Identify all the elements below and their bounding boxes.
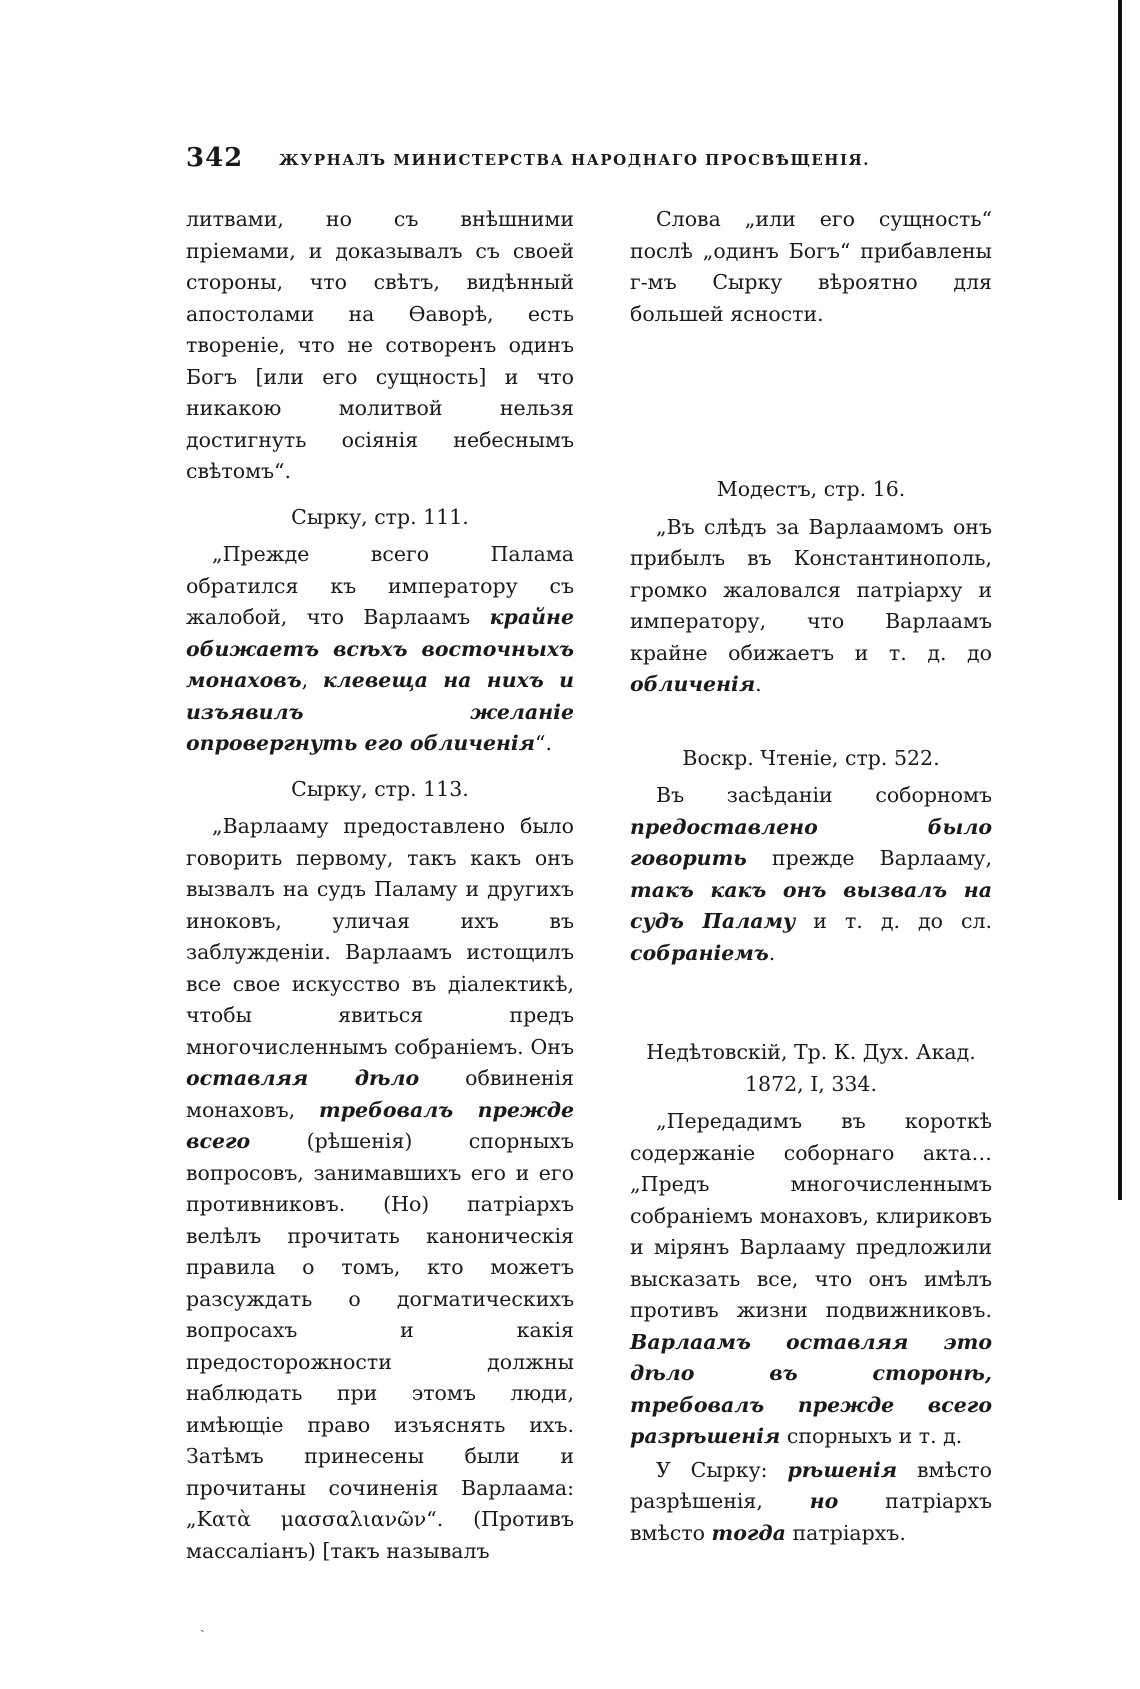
right-paragraph-4: „Передадимъ въ короткѣ содержаніе соборнаго акта… „Предъ многочисленнымъ собраніемъ монаховъ, клириковъ и мірянъ Варлааму предложили высказать все, что онъ имѣлъ противъ жизни подвижниковъ. Варлаамъ оставляя это дѣло въ сторонѣ, требовалъ прежде всего разрѣшенія спорныхъ и т. д. xyxy=(630,1109,992,1448)
left-citation-2: Сырку, стр. 113. xyxy=(291,776,469,801)
right-paragraph-1: Слова „или его сущность“ послѣ „одинъ Богъ“ прибавлены г-мъ Сырку вѣроятно для большей ясности. xyxy=(630,207,992,326)
right-citation-2: Воскр. Чтеніе, стр. 522. xyxy=(682,745,940,770)
left-paragraph-1: литвами, но съ внѣшними пріемами, и доказывалъ съ своей стороны, что свѣтъ, видѣнный апостолами на Ѳаворѣ, есть твореніе, что не сотворенъ одинъ Богъ [или его сущность] и что никакою молитвой нельзя достигнуть осіянія небеснымъ свѣтомъ“. xyxy=(186,207,574,483)
stray-mark: ˏ xyxy=(200,1617,205,1633)
page-number: 342 xyxy=(186,143,244,173)
page-edge-line xyxy=(1118,0,1122,1200)
left-citation-1: Сырку, стр. 111. xyxy=(291,504,469,529)
right-column xyxy=(630,204,992,1549)
running-title: ЖУРНАЛЪ МИНИСТЕРСТВА НАРОДНАГО ПРОСВѢЩЕНІЯ. xyxy=(279,151,870,169)
right-citation-3: Недѣтовскій, Тр. К. Дух. Акад. 1872, I, 334. xyxy=(646,1040,976,1096)
right-paragraph-2: „Въ слѣдъ за Варлаамомъ онъ прибылъ въ Константинополь, громко жаловался патріарху и императору, что Варлаамъ крайне обижаетъ и т. д. до обличенія. xyxy=(630,514,992,696)
right-paragraph-3: Въ засѣданіи соборномъ предоставлено было говорить прежде Варлааму, такъ какъ онъ вызвалъ на судъ Паламу и т. д. до сл. собраніемъ. xyxy=(630,783,993,965)
left-column xyxy=(186,204,574,1567)
left-paragraph-2: „Прежде всего Палама обратился къ императору съ жалобой, что Варлаамъ крайне обижаетъ всѣхъ восточныхъ монаховъ, клевеща на нихъ и изъявилъ желаніе опровергнуть его обличенія“. xyxy=(186,542,574,755)
right-citation-1: Модестъ, стр. 16. xyxy=(716,477,906,501)
right-paragraph-5: У Сырку: рѣшенія вмѣсто разрѣшенія, но патріархъ вмѣсто тогда патріархъ. xyxy=(630,1457,993,1545)
page-header xyxy=(186,143,1006,183)
left-paragraph-3: „Варлааму предоставлено было говорить первому, такъ какъ онъ вызвалъ на судъ Паламу и другихъ иноковъ, уличая ихъ въ заблужденіи. Варлаамъ истощилъ все свое искусство въ діалектикѣ, чтобы явиться предъ многочисленнымъ собраніемъ. Онъ оставляя дѣло обвиненія монаховъ, требовалъ прежде всего (рѣшенія) спорныхъ вопросовъ, занимавшихъ его и его противниковъ. (Но) патріархъ велѣлъ прочитать каноническія правила о томъ, кто можетъ разсуждать о догматическихъ вопросахъ и какія предосторожности должны наблюдать при этомъ люди, имѣющіе право изъяснять ихъ. Затѣмъ принесены были и прочитаны сочиненія Варлаама: „Κατὰ μασσαλιανῶν“. (Противъ массаліанъ) [такъ называлъ xyxy=(186,814,574,1563)
